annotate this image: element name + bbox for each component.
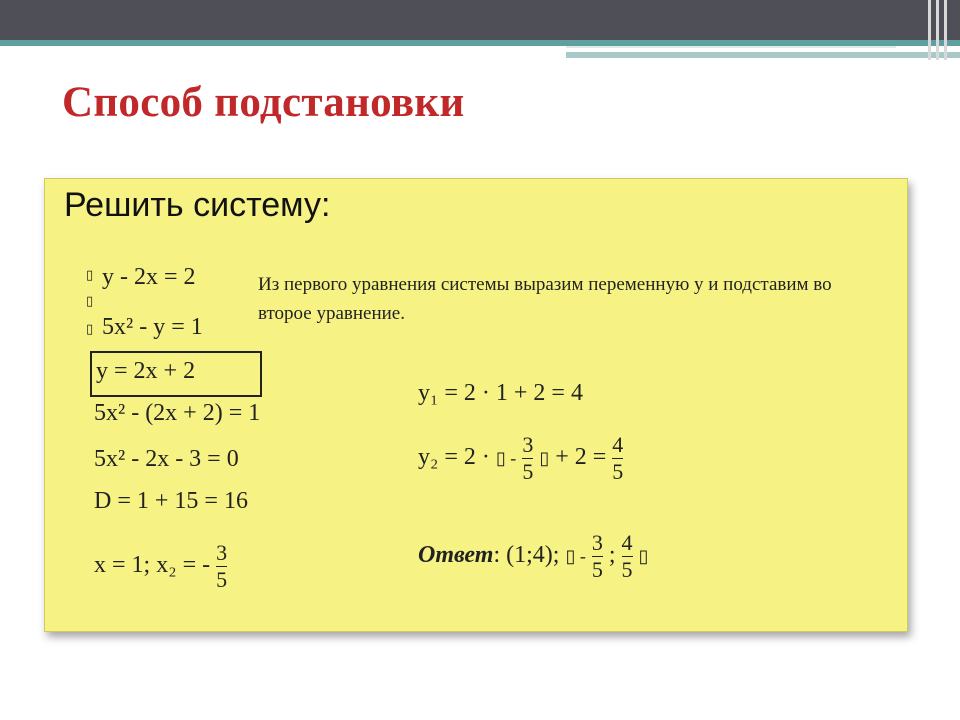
bracket-right-icon: ▯	[539, 448, 550, 469]
brace-top-icon: ▯	[86, 268, 94, 283]
decor-bar	[928, 0, 931, 60]
roots-prefix: x = 1; x₂ = -	[94, 552, 211, 579]
slide-subtitle: Решить систему:	[64, 186, 331, 224]
brace-bottom-icon: ▯	[86, 322, 94, 337]
answer-fraction-1	[592, 530, 603, 583]
answer-numerator-2: 4	[621, 530, 633, 555]
slide-title: Способ подстановки	[62, 79, 465, 126]
bracket-left-icon: ▯ -	[565, 546, 586, 567]
answer-numerator-1: 3	[591, 530, 603, 555]
decor-bar	[936, 0, 939, 60]
roots-denominator: 5	[216, 567, 228, 592]
step-discriminant: D = 1 + 15 = 16	[94, 488, 248, 514]
answer-label: Ответ	[418, 542, 494, 569]
y2-result-fraction	[612, 432, 623, 485]
system-equation-1: y - 2x = 2	[102, 264, 196, 290]
top-bar	[0, 0, 960, 40]
step-quadratic: 5x² - 2x - 3 = 0	[94, 446, 239, 472]
result-y1: y₁ = 2 · 1 + 2 = 4	[418, 380, 583, 406]
y2-result-numerator: 4	[612, 432, 624, 457]
answer-denominator-2: 5	[621, 557, 633, 582]
step-expressed: y = 2x + 2	[96, 358, 196, 384]
y2-denominator: 5	[522, 459, 534, 484]
answer-fraction-2	[622, 530, 633, 583]
explanation-text: Из первого уравнения системы выразим переменную y и подставим во второе уравнение.	[258, 274, 832, 324]
answer-text: : (1;4);	[493, 542, 560, 569]
answer-separator: ;	[608, 542, 616, 569]
y2-prefix: y₂ = 2 ·	[418, 444, 490, 471]
roots-numerator: 3	[216, 540, 228, 565]
y2-numerator: 3	[522, 432, 534, 457]
system-equation-2: 5x² - y = 1	[102, 314, 203, 340]
result-y2	[418, 432, 623, 485]
step-roots	[94, 540, 227, 593]
roots-fraction	[216, 540, 227, 593]
decor-bar	[944, 0, 947, 60]
answer-line	[418, 530, 648, 583]
bracket-left-icon: ▯ -	[495, 448, 517, 469]
bracket-right-icon: ▯	[638, 546, 649, 567]
step-substituted: 5x² - (2x + 2) = 1	[94, 400, 261, 426]
answer-denominator-1: 5	[591, 557, 603, 582]
y2-fraction	[522, 432, 533, 485]
accent-thin-line	[566, 46, 896, 48]
y2-result-denominator: 5	[612, 459, 624, 484]
brace-mid-icon: ▯	[86, 294, 94, 309]
y2-mid: + 2 =	[555, 444, 607, 471]
accent-line-secondary	[566, 52, 960, 58]
